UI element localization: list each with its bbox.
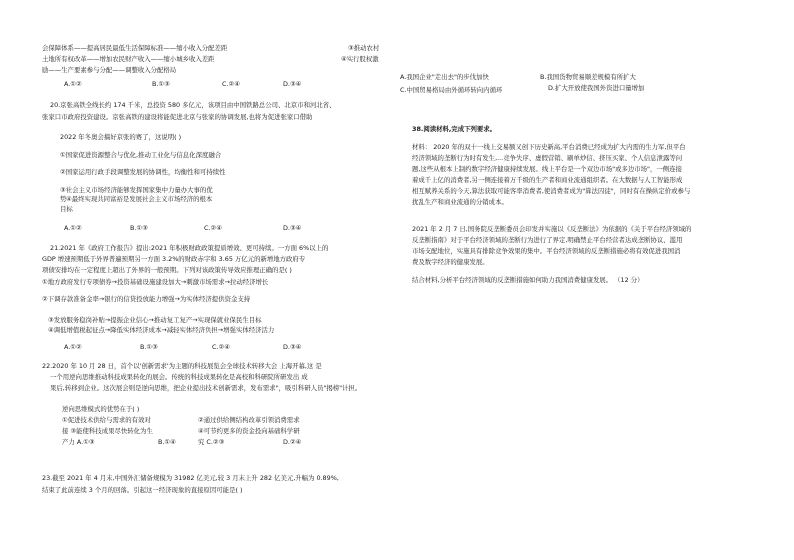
q22-line-3: 果后,转移到企业。这次展会则是逆向思维，把企业提出技术创新需求，发布需求"，吸引科研人员"揭榜"计担。 (50, 384, 362, 392)
q19-line-2: 土地所有权改革——增加农民财产收入——缩小城乡收入差距 (42, 55, 215, 63)
q38-question: 结合材料,分析平台经济领域的反垄断措施如何助力我国消费健康发展。 （12 分） (412, 276, 644, 284)
q21-statement-4: ④调低增值税起征点→降低实体经济成本→减轻实体经济负担→增强实体经济活力 (48, 326, 275, 334)
q19-line-1: 会保障体系——提高居民最低生活保障标准——缩小收入分配差距 (42, 44, 228, 52)
q22-option-b: B.①④ (158, 438, 176, 446)
q21-option-d: D.③④ (283, 343, 302, 351)
q22-option-c: 究 C.②③ (198, 438, 225, 446)
q21-line-2: GDP 增速预期低于外界普遍预期另一方面 3.2%的财政赤字和 3.65 万亿元的新增地方政府专 (42, 255, 306, 263)
q21-statement-3: ③发放服务稳岗补贴→提振企业信心→推动复工复产→实现保就业保民生目标 (48, 316, 262, 324)
q20-statement-4b: 目标 (60, 205, 73, 213)
q23-line-2: 结束了此前连续 3 个月的回落。引起这一经济现象的直接原因可能是( ) (42, 486, 243, 494)
q21-option-a: A.①② (64, 343, 82, 351)
q19-line-1b: ③推动农村 (348, 44, 380, 52)
material-line-2: 经济领域的垄断行为时有发生,...竞争失序、虚假营销、刷单炒信、挤压买家、个人信息泄露等问 (412, 154, 683, 162)
q19-option-b: B.①③ (152, 80, 170, 88)
material2-line-1: 2021 年 2 月 7 日,国务院反垄断委员会印发并实施以《反垄断法》为依据的《关于平台经济领域的 (412, 225, 692, 233)
q23-option-a: A.我国企业"走出去"的步伐加快 (400, 73, 489, 81)
q22-statement-3: 接 ③能使科技成果尽快转化为生 (62, 427, 153, 435)
q22-line-2: 一个用逆向思维推动科技成果转化的展会。传统的科技成果转化是高校和科研院所研发出 成 (50, 373, 308, 381)
q20-option-b: B.①③ (130, 224, 148, 232)
material2-line-3: 市场支配地位，实施具有排除竞争效果的集中。平台经济领域的反垄断措施必将有效促进我国消 (412, 247, 681, 255)
q22-option-d: D.②④ (283, 438, 302, 446)
q20-line-2: 张家口市政府投资建设。京张高铁的建设将能促进北京与张家的协调发展,也将为促进张家口借助 (42, 113, 313, 121)
q21-statement-1: ①地方政府发行专项债券→投资基础设施建设加大→刺激市场需求→拉动经济增长 (42, 278, 269, 286)
q20-option-d: D.③④ (283, 224, 302, 232)
q22-statement-1: ①促进技术供给与需求的有效对 (62, 416, 151, 424)
material-line-3: 题,这些从根本上制约数字经济健康持续发展。线上平台是一个双边市场"或多边市场"，一侧连接 (412, 165, 682, 173)
q20-statement-3b: 势 (60, 195, 67, 203)
q20-statement-4a: ④最终实现共同富裕是发展社会主义市场经济的根本 (66, 195, 213, 203)
q23-option-c: C.中国贸易格局由外循环转向内循环 (400, 86, 503, 94)
q20-line-1: 20.京张高铁全线长约 174 千米，总投资 580 多亿元，该项目由中国铁路总公司、北京市和河北省、 (50, 101, 336, 109)
q21-line-1: 21.2021 年《政府工作报告》提出:2021 年积极财政政策提质增效、更可持续。一方面 6%以上的 (50, 244, 329, 252)
q22-statement-2: ②通过供给侧结构改革引领消费需求 (198, 416, 300, 424)
material-line-1: 材料： 2020 年的双十一线上交易额又创下历史新高,平台消费已经成为扩大内需的生力军,但平台 (412, 143, 686, 151)
q23-line-1: 23.截至 2021 年 4 月末,中国外汇储备规模为 31982 亿美元,较 3 月末上升 282 亿美元,升幅为 0.89%, (42, 474, 339, 482)
material-line-4: 着成千上亿的消费者,另一侧连接着万千级的生产者和商业流通组织者。在大数据与人工智能形成 (412, 176, 683, 184)
material-line-6: 扰乱生产和商业流通的分销成本。 (412, 198, 508, 206)
q19-option-d: D.③④ (283, 80, 302, 88)
q21-line-3: 项债安排均在一定程度上超出了外界的一般预期。下列对该政策传导效应推理正确的是( ) (42, 266, 292, 274)
q38-title: 38.阅读材料,完成下列要求。 (412, 125, 497, 133)
q20-line-3: 2022 年冬奥会搞好京张的赛了，这说明( ) (60, 133, 182, 141)
q21-statement-2: ②下调存款准备金率→银行的信贷投放能力增强→为实体经济提供资金支持 (42, 295, 251, 303)
q23-option-b: B.我国货物贸易顺差规模有所扩大 (540, 73, 636, 81)
q20-option-c: C.②④ (204, 224, 222, 232)
q22-line-1: 22.2020 年 10 月 28 日，首个以'创新需求'为主题的科技展览会全球技术转移大会 上海开幕,这 是 (42, 362, 322, 370)
q19-line-2b: ④实行股权激 (341, 55, 379, 63)
material-line-5: 相互赋养关系的今天,算法获取可能客率消费者,使消费者成为"算法囚徒"，同时有在操纵定价或参与 (412, 187, 691, 195)
material2-line-2: 反垄断指南》对于平台经济领域的垄断行为进行了界定,明确禁止平台经营者达成垄断协议、滥用 (412, 236, 683, 244)
q22-option-a: 产力 A.①③ (62, 438, 95, 446)
material2-line-4: 费及数字经济的健康发展。 (412, 258, 489, 266)
q20-statement-3a: ③社会主义市场经济能够发挥国家集中力量办大事的优 (60, 186, 213, 194)
q19-option-c: C.②④ (222, 80, 240, 88)
q21-option-b: B.①③ (140, 343, 158, 351)
q22-prompt: 逆向思维模式的优势在于( ) (62, 405, 140, 413)
q20-option-a: A.①② (64, 224, 82, 232)
q21-option-c: C.②④ (212, 343, 230, 351)
q19-option-a: A.①② (64, 80, 82, 88)
q20-statement-2: ②国家运用行政手段调整发展的协调性，均衡性和可持续性 (60, 168, 226, 176)
q22-statement-4: ④可节约更多的资金投向基础科学研 (198, 427, 300, 435)
q19-line-3: 励——生产要素参与分配——调整收入分配格局 (42, 66, 177, 74)
q23-option-d: D.扩大开放使我国外资进口量增加 (548, 84, 645, 92)
q20-statement-1: ①国家促进资源整合与优化,推动工业化与信息化深度融合 (60, 151, 222, 159)
